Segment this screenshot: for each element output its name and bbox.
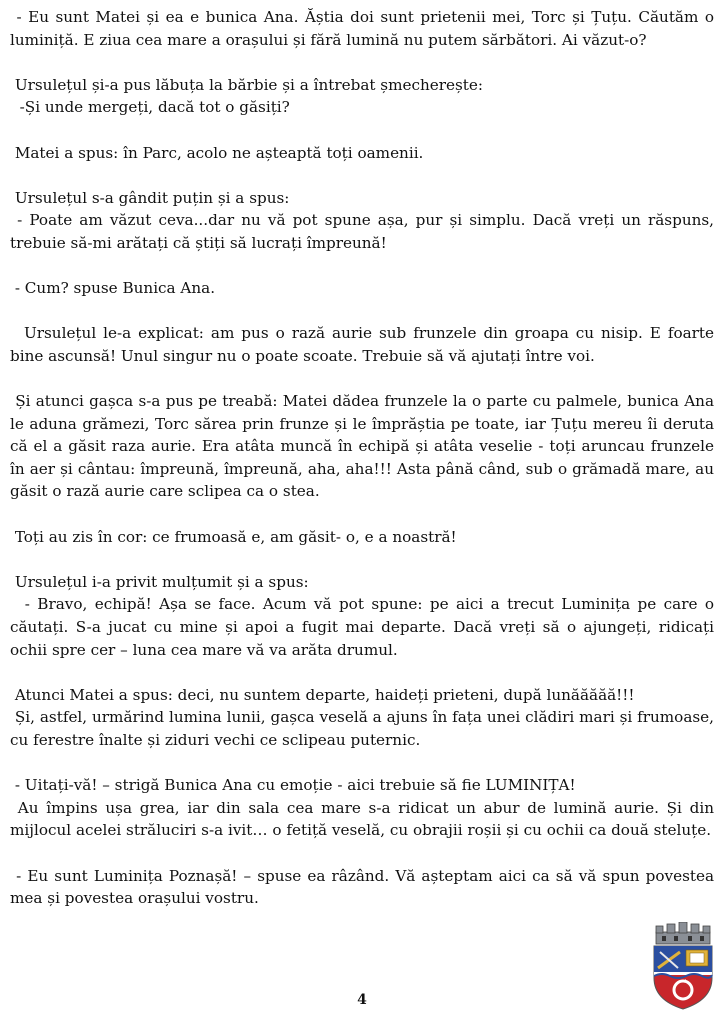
paragraph-10: Atunci Matei a spus: deci, nu suntem departe, haideți prieteni, după lunăăăăă!!! Și, astfel, urmărind lumina lunii, gașca veselă a ajuns în fața unei clădiri mari și frumoase, cu ferestre înalte și ziduri vechi ce sclipeau puternic. — [10, 685, 714, 749]
paragraph-3: Matei a spus: în Parc, acolo ne așteaptă toți oamenii. — [10, 143, 424, 162]
story-text — [10, 6, 719, 910]
paragraph-5: - Cum? spuse Bunica Ana. — [10, 279, 216, 298]
paragraph-12: - Eu sunt Luminița Poznașă! – spuse ea râzând. Vă așteptam aici ca să vă spun povestea mea și povestea orașului vostru. — [10, 866, 719, 908]
paragraph-7: Și atunci gașca s-a pus pe treabă: Matei dădea frunzele la o parte cu palmele, bunica Ana le aduna grămezi, Torc sărea prin frunze și le împrăștia pe toate, iar Țuțu mereu îi deruta că el a găsit raza aurie. Era atâta muncă în echipă și atâta veselie - toți aruncau frunzele în aer și cântau: împreună, împreună, aha, aha!!! Asta până când, sub o grămadă mare, au găsit o rază aurie care sclipea ca o stea. — [10, 392, 719, 501]
crown-towers — [656, 922, 710, 944]
paragraph-6: Ursulețul le-a explicat: am pus o rază aurie sub frunzele din groapa cu nisip. E foarte bine ascunsă! Unul singur nu o poate scoate. Trebuie să vă ajutați între voi. — [10, 324, 719, 365]
paragraph-1: - Eu sunt Matei și ea e bunica Ana. Ăștia doi sunt prietenii mei, Torc și Țuțu. Căutăm o luminiță. E ziua cea mare a orașului și fără lumină nu putem sărbători. Ai văzut-o? — [10, 8, 719, 49]
paragraph-2: Ursulețul și-a pus lăbuța la bărbie și a întrebat șmecherește: -Și unde mergeți, dacă tot o găsiți? — [14, 75, 484, 117]
paragraph-9: Ursulețul i-a privit mulțumit și a spus: - Bravo, echipă! Așa se face. Acum vă pot spune: pe aici a trecut Luminița pe care o căutați. S-a jucat cu mine și apoi a fugit mai departe. Dacă vreți să o ajungeți, ridicați ochii spre cer – luna cea mare vă va arăta drumul. — [10, 572, 714, 659]
paragraph-11: - Uitați-vă! – strigă Bunica Ana cu emoție - aici trebuie să fie LUMINIȚA! Au împins ușa grea, iar din sala cea mare s-a ridicat un abur de lumină aurie. Și din mijlocul acelei străluciri s-a ivit… o fetiță veselă, cu obrajii roșii și cu ochii ca două steluțe. — [10, 776, 715, 840]
paragraph-8: Toți au zis în cor: ce frumoasă e, am găsit- o, e a noastră! — [10, 527, 457, 546]
paragraph-4: Ursulețul s-a gândit puțin și a spus: - Poate am văzut ceva...dar nu vă pot spune așa, pur și simplu. Dacă vreți un răspuns, trebuie să-mi arătați că știți să lucrați împreună! — [10, 188, 714, 252]
page-number: 4 — [357, 992, 367, 1008]
